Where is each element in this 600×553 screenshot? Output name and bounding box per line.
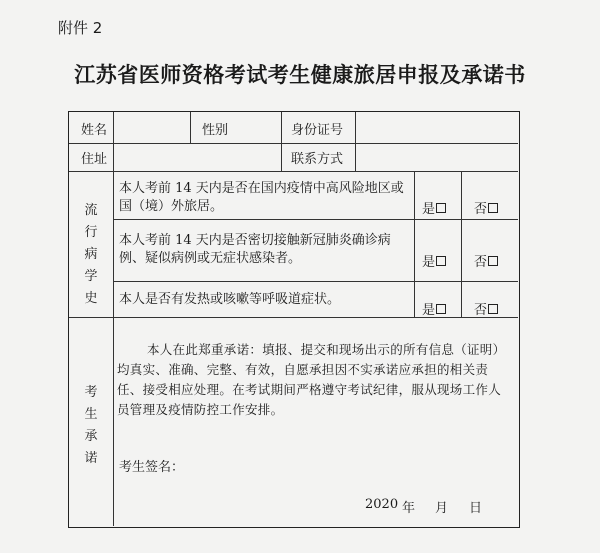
attachment-label: 附件 2 xyxy=(58,19,103,37)
question-1: 本人考前 14 天内是否在国内疫情中高风险地区或国（境）外旅居。 xyxy=(119,181,404,214)
address-label: 住址 xyxy=(81,152,108,167)
question-3: 本人是否有发热或咳嗽等呼吸道症状。 xyxy=(119,292,341,307)
q1-yes-checkbox[interactable]: 是 xyxy=(422,198,446,217)
month-char: 月 xyxy=(435,501,449,516)
declaration-table xyxy=(68,111,520,528)
day-char: 日 xyxy=(469,501,483,516)
question-2: 本人考前 14 天内是否密切接触新冠肺炎确诊病例、疑似病例或无症状感染者。 xyxy=(119,233,391,266)
document-title: 江苏省医师资格考试考生健康旅居申报及承诺书 xyxy=(74,62,526,87)
id-number-label: 身份证号 xyxy=(291,123,344,138)
year-char: 年 xyxy=(402,501,416,516)
q2-yes-checkbox[interactable]: 是 xyxy=(422,251,446,270)
q1-no-checkbox[interactable]: 否 xyxy=(474,198,498,217)
history-label: 流行病学史 xyxy=(84,203,98,306)
q2-no-checkbox[interactable]: 否 xyxy=(474,251,498,270)
gender-label: 性别 xyxy=(202,123,229,138)
q3-yes-checkbox[interactable]: 是 xyxy=(422,299,446,318)
year-value: 2020 xyxy=(365,497,399,512)
contact-label: 联系方式 xyxy=(291,152,344,167)
q3-no-checkbox[interactable]: 否 xyxy=(474,299,498,318)
signature-label: 考生签名： xyxy=(119,460,185,475)
name-label: 姓名 xyxy=(81,123,108,138)
pledge-label: 考生承诺 xyxy=(84,385,98,466)
pledge-text: 本人在此郑重承诺：填报、提交和现场出示的所有信息（证明）均真实、准确、完整、有效，自愿承担因不实承诺应承担的相关责任、接受相应处理。在考试期间严格遵守考试纪律，服从现场工作人员管理及疫情防控工作安排。 xyxy=(117,342,506,417)
